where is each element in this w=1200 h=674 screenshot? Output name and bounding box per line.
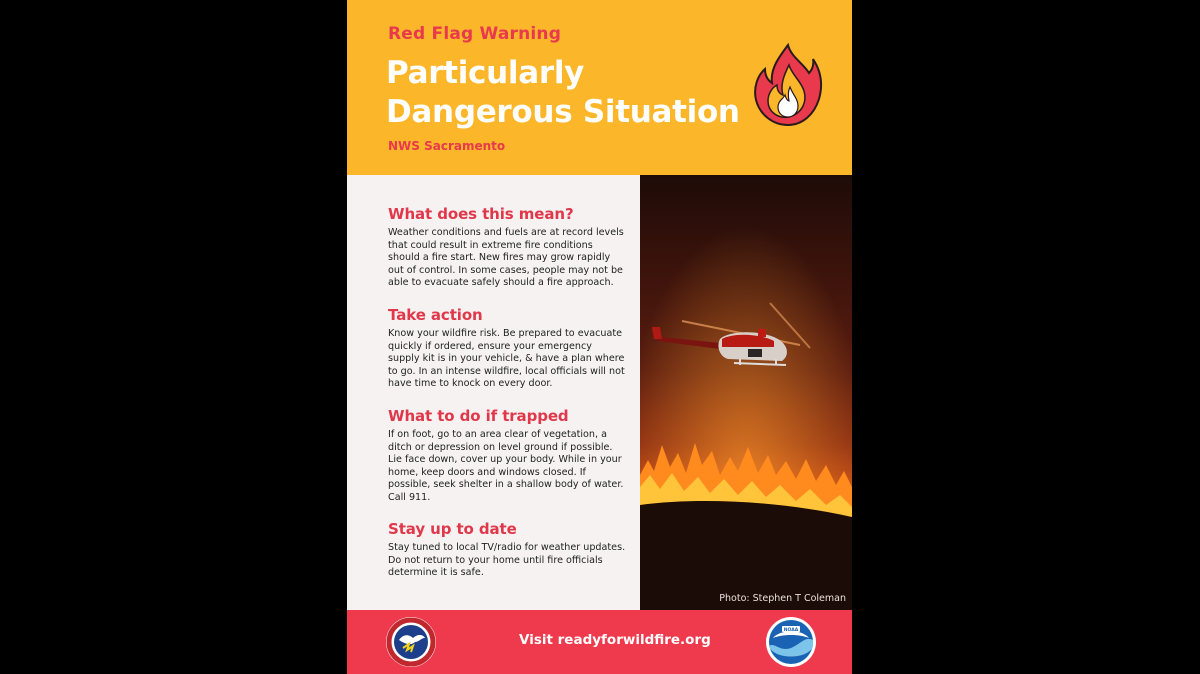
section-body: Weather conditions and fuels are at record levels that could result in extreme fire conditions should a fire start. New fires may grow rapidly out of control. In some cases, people may not be able to evacuate safely should a fire approach. (388, 227, 624, 288)
section-body: If on foot, go to an area clear of vegetation, a ditch or depression on level ground if possible. Lie face down, cover up your body. While in your home, keep doors and windows closed. If possible, seek shelter in a shallow body of water. Call 911. (388, 429, 624, 503)
footer-banner (347, 610, 852, 674)
fire-icon (753, 43, 823, 127)
website-link[interactable]: Visit readyforwildfire.org (519, 632, 711, 648)
office-name: NWS Sacramento (388, 139, 506, 153)
page-title (386, 54, 740, 132)
wildfire-helicopter-image (640, 175, 852, 610)
section-take-action (388, 306, 626, 391)
header-banner (347, 0, 852, 175)
wildfire-photo (640, 175, 852, 610)
noaa-logo (765, 616, 817, 668)
section-heading: What to do if trapped (388, 407, 569, 425)
section-what-does-this-mean (388, 205, 626, 290)
section-stay-up-to-date (388, 520, 626, 580)
section-body: Stay tuned to local TV/radio for weather updates. Do not return to your home until fire officials determine it is safe. (388, 542, 626, 578)
svg-text:NOAA: NOAA (783, 628, 799, 633)
info-column (347, 175, 640, 610)
section-heading: What does this mean? (388, 205, 574, 223)
title-line-1: Particularly (386, 55, 585, 91)
section-heading: Stay up to date (388, 520, 517, 538)
warning-kicker: Red Flag Warning (388, 24, 562, 44)
poster (347, 0, 852, 674)
title-line-2: Dangerous Situation (386, 94, 740, 130)
photo-credit: Photo: Stephen T Coleman (719, 593, 846, 604)
nws-logo (385, 616, 437, 668)
section-body: Know your wildfire risk. Be prepared to evacuate quickly if ordered, ensure your emergency supply kit is in your vehicle, & have a plan where to go. In an intense wildfire, local officials will not have time to knock on every door. (388, 328, 625, 389)
section-what-to-do-if-trapped (388, 407, 626, 504)
section-heading: Take action (388, 306, 483, 324)
